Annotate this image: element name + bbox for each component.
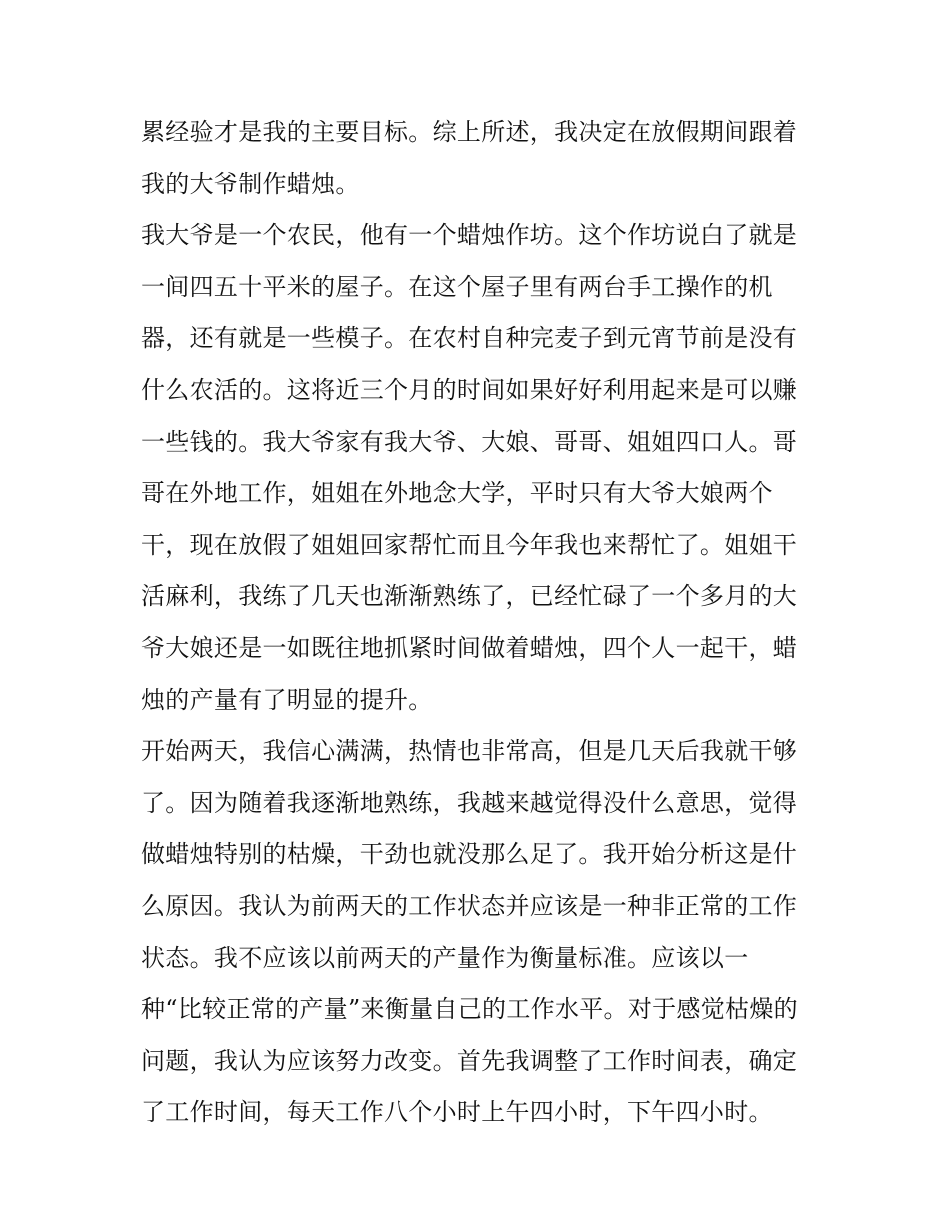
text-line: 累经验才是我的主要目标。综上所述，我决定在放假期间跟着 [141, 118, 798, 146]
text-line: 什么农活的。这将近三个月的时间如果好好利用起来是可以赚 [141, 375, 798, 404]
text-line: 么原因。我认为前两天的工作状态并应该是一种非正常的工作 [141, 891, 798, 920]
text-line: 状态。我不应该以前两天的产量作为衡量标准。应该以一 [141, 943, 749, 972]
text-line: 一些钱的。我大爷家有我大爷、大娘、哥哥、姐姐四口人。哥 [141, 427, 798, 456]
text-line: 哥在外地工作，姐姐在外地念大学，平时只有大爷大娘两个 [141, 479, 773, 508]
body-text [141, 107, 821, 1139]
text-line: 做蜡烛特别的枯燥，干劲也就没那么足了。我开始分析这是什 [141, 840, 798, 869]
text-line: 一间四五十平米的屋子。在这个屋子里有两台手工操作的机 [141, 272, 773, 301]
text-line: 了工作时间，每天工作八个小时上午四小时，下午四小时。 [141, 1098, 773, 1127]
text-line: 问题，我认为应该努力改变。首先我调整了工作时间表，确定 [141, 1046, 798, 1075]
text-line: 开始两天，我信心满满，热情也非常高，但是几天后我就干够 [141, 737, 798, 766]
text-line: 我大爷是一个农民，他有一个蜡烛作坊。这个作坊说白了就是 [141, 221, 798, 250]
text-line: 爷大娘还是一如既往地抓紧时间做着蜡烛，四个人一起干，蜡 [141, 633, 798, 662]
text-line: 种“比较正常的产量”来衡量自己的工作水平。对于感觉枯燥的 [141, 995, 798, 1024]
text-line: 了。因为随着我逐渐地熟练，我越来越觉得没什么意思，觉得 [141, 788, 798, 817]
text-line: 烛的产量有了明显的提升。 [141, 685, 433, 714]
text-line: 干，现在放假了姐姐回家帮忙而且今年我也来帮忙了。姐姐干 [141, 530, 798, 559]
text-line: 活麻利，我练了几天也渐渐熟练了，已经忙碌了一个多月的大 [141, 582, 798, 611]
text-line: 我的大爷制作蜡烛。 [141, 169, 360, 198]
text-line: 器，还有就是一些模子。在农村自种完麦子到元宵节前是没有 [141, 324, 798, 353]
